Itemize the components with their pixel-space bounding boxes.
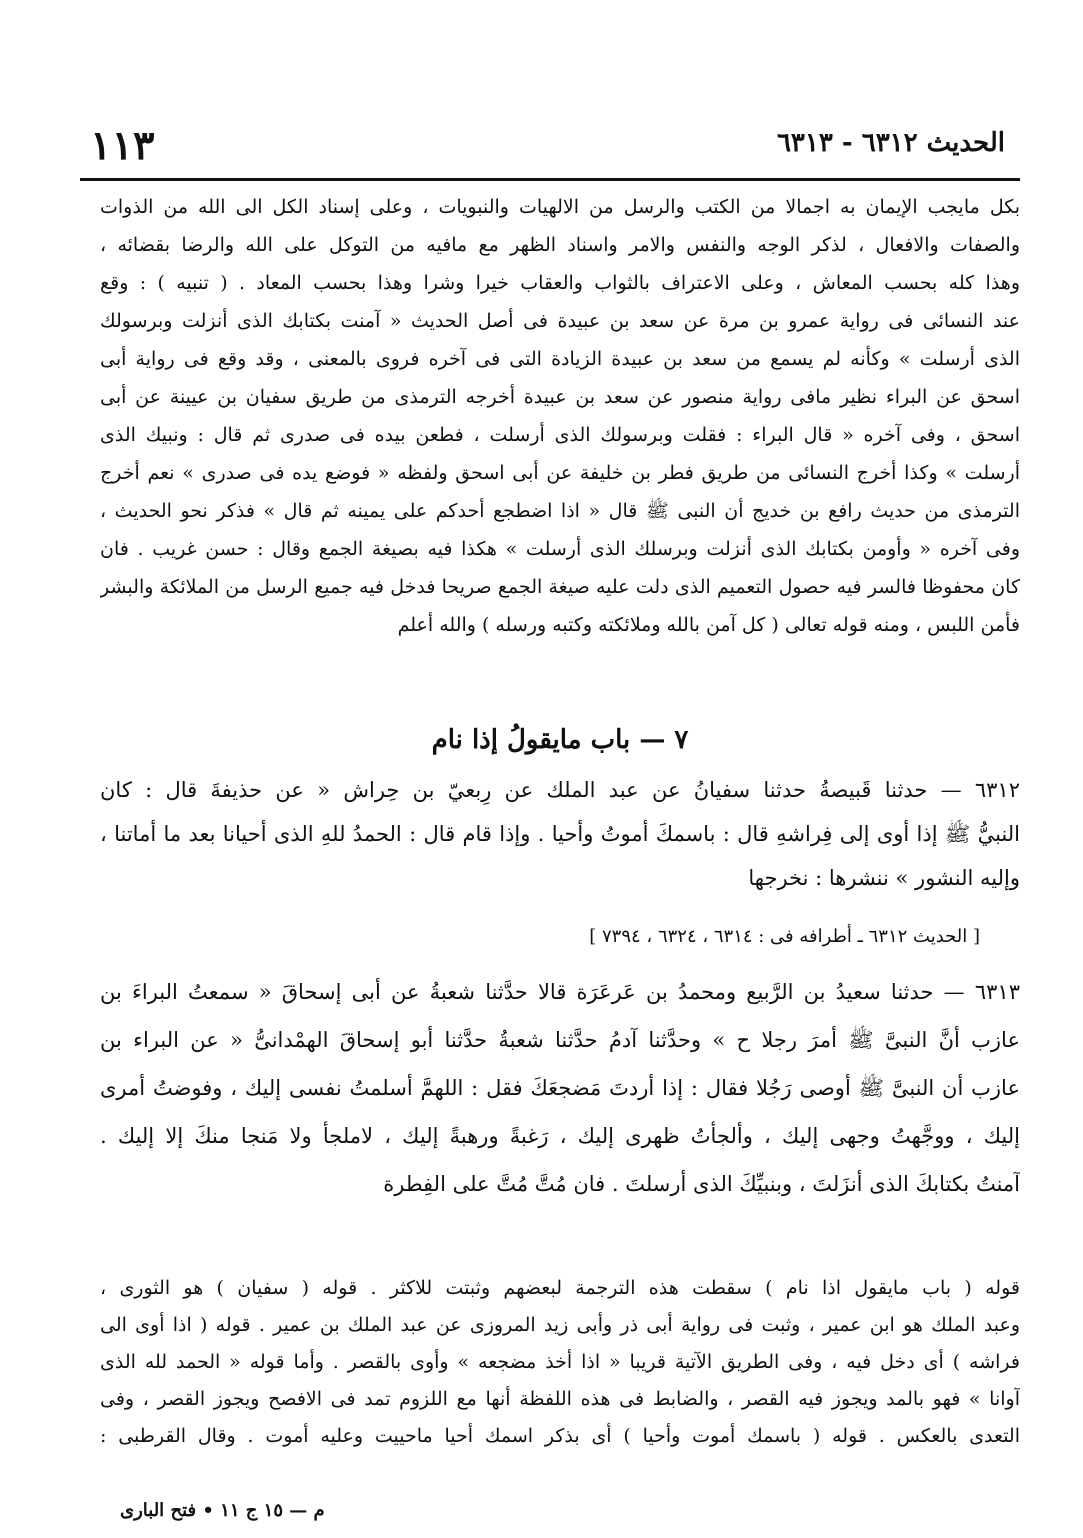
commentary-line: أرسلت » وكذا أخرج النسائى من طريق فطر بن خليفة عن أبى اسحق ولفظه « فوضع يده فى صدرى » نعم أخرج — [100, 462, 1020, 484]
commentary-line: وعبد الملك هو ابن عمير ، وثبت فى رواية أبى ذر وأبى زيد المروزى عن عبد الملك بن عمير . قوله ( اذا أوى الى — [100, 1314, 1020, 1336]
hadith-line: ٦٣١٣ — حدثنا سعيدُ بن الرَّبيع ومحمدُ بن عَرعَرَة قالا حدَّثنا شعبةُ عن أبى إسحاقَ « سمعتُ البراءَ بن — [100, 980, 1020, 1004]
running-header-title: الحديث ٦٣١٢ - ٦٣١٣ — [776, 128, 1005, 158]
page-header — [80, 118, 1005, 178]
commentary-line: اسحق ، وفى آخره « قال البراء : فقلت وبرسولك الذى أرسلت ، فطعن بيده فى صدرى ثم قال : ونبيك الذى — [100, 424, 1020, 446]
hadith-6312 — [100, 768, 1020, 900]
commentary-line: التعدى بالعكس . قوله ( باسمك أموت وأحيا ) أى بذكر اسمك أحيا ماحييت وعليه أموت . وقال القرطبى : — [100, 1425, 1020, 1447]
hadith-line: النبيُّ ﷺ إذا أوى إلى فِراشهِ قال : باسمكَ أموتُ وأحيا . وإذا قام قال : الحمدُ للهِ الذى أحيانا بعد ما أماتنا ، — [100, 822, 1020, 846]
commentary-line: فراشه ) أى دخل فيه ، وفى الطريق الآتية قريبا « اذا أخذ مضجعه » وأوى بالقصر . وأما قوله « الحمد لله الذى — [100, 1351, 1020, 1373]
hadith-references: [ الحديث ٦٣١٢ ـ أطرافه فى : ٦٣١٤ ، ٦٣٢٤ ، ٧٣٩٤ ] — [589, 926, 980, 947]
commentary-line: والصفات والافعال ، لذكر الوجه والنفس والامر واسناد الظهر مع مافيه من التوكل على الله والرضا بقضائه ، — [100, 234, 1020, 256]
page-footer: م — ١٥ ج ١١ • فتح البارى — [120, 1500, 325, 1521]
hadith-line: عازب أنَّ النبىَّ ﷺ أمرَ رجلا ح » وحدَّثنا آدمُ حدَّثنا شعبةُ حدَّثنا أبو إسحاقَ الهمْدانىُّ « عن البراء بن — [100, 1028, 1020, 1052]
hadith-6313 — [100, 968, 1020, 1208]
chapter-heading: ٧ — باب مايقولُ إذا نام — [431, 725, 689, 755]
commentary-line: وفى آخره « وأومن بكتابك الذى أنزلت وبرسلك الذى أرسلت » هكذا فيه بصيغة الجمع وقال : حسن غريب . فان — [100, 538, 1020, 560]
commentary-line: فأمن اللبس ، ومنه قوله تعالى ( كل آمن بالله وملائكته وكتبه ورسله ) والله أعلم — [397, 614, 1020, 636]
commentary-top — [100, 188, 1020, 644]
commentary-line: الذى أرسلت » وكأنه لم يسمع من سعد بن عبيدة الزيادة التى فى آخره فروى بالمعنى ، وقد وقع فى رواية أبى — [100, 348, 1020, 370]
page-number: ١١٣ — [90, 122, 155, 169]
commentary-line: قوله ( باب مايقول اذا نام ) سقطت هذه الترجمة لبعضهم وثبتت للاكثر . قوله ( سفيان ) هو الثورى ، — [100, 1277, 1020, 1299]
commentary-line: بكل مايجب الإيمان به اجمالا من الكتب والرسل من الالهيات والنبويات ، وعلى إسناد الكل الى الله من الذوات — [100, 196, 1020, 218]
hadith-line: ٦٣١٢ — حدثنا قَبيصةُ حدثنا سفيانُ عن عبد الملك عن رِبعيّ بن حِراش « عن حذيفةَ قال : كان — [100, 778, 1020, 802]
commentary-bottom — [100, 1270, 1020, 1455]
hadith-line: وإليه النشور » ننشرها : نخرجها — [748, 866, 1020, 890]
commentary-line: اسحق عن البراء نظير مافى رواية منصور عن سعد بن عبيدة أخرجه الترمذى من طريق سفيان بن عيينة عن أبى — [100, 386, 1020, 408]
commentary-line: الترمذى من حديث رافع بن خديج أن النبى ﷺ قال « اذا اضطجع أحدكم على يمينه ثم قال » فذكر نحو الحديث ، — [100, 500, 1020, 522]
hadith-line: آمنتُ بكتابكَ الذى أنزَلتَ ، وبنبيِّكَ الذى أرسلتَ . فان مُتَّ مُتَّ على الفِطرة — [383, 1172, 1020, 1196]
commentary-line: كان محفوظا فالسر فيه حصول التعميم الذى دلت عليه صيغة الجمع صريحا فدخل فيه جميع الرسل من الملائكة والبشر — [100, 576, 1020, 598]
commentary-line: عند النسائى فى رواية عمرو بن مرة عن سعد بن عبيدة فى أصل الحديث « آمنت بكتابك الذى أنزلت وبرسولك — [100, 310, 1020, 332]
commentary-line: وهذا كله بحسب المعاش ، وعلى الاعتراف بالثواب والعقاب خيرا وشرا وهذا بحسب المعاد . ( تنبيه ) : وقع — [100, 272, 1020, 294]
hadith-line: إليك ، ووجَّهتُ وجهى إليك ، وألجأتُ ظهرى إليك ، رَغبةً ورهبةً إليك ، لاملجأ ولا مَنجا منكَ إلا إليك . — [100, 1124, 1020, 1148]
header-rule — [80, 178, 1020, 181]
commentary-line: آوانا » فهو بالمد ويجوز فيه القصر ، والضابط فى هذه اللفظة أنها مع اللزوم تمد فى الافصح ويجوز القصر ، وفى — [100, 1388, 1020, 1410]
hadith-line: عازب أن النبىَّ ﷺ أوصى رَجُلا فقال : إذا أردتَ مَضجعَكَ فقل : اللهمَّ أسلمتُ نفسى إليك ، وفوضتُ أمرى — [100, 1076, 1020, 1100]
